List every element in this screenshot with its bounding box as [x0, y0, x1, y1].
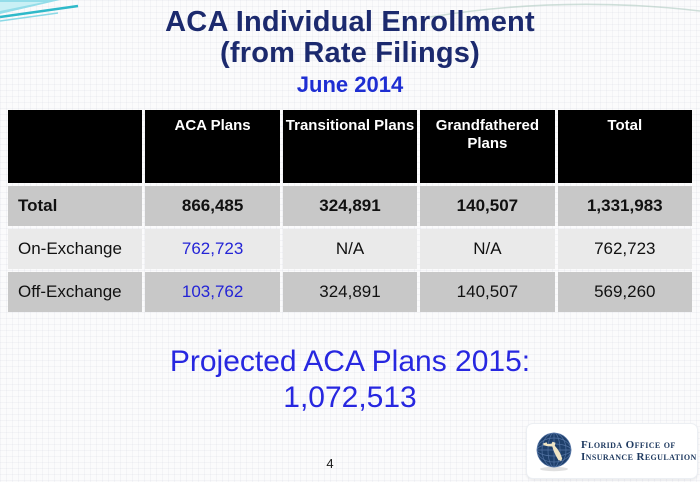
slide-subtitle-date: June 2014 — [296, 72, 404, 97]
globe-florida-icon — [534, 430, 574, 472]
enrollment-table — [8, 110, 692, 312]
page-number: 4 — [326, 456, 334, 471]
table-cell-onex-transitional: N/A — [283, 229, 417, 269]
slide-title-line1: ACA Individual Enrollment — [165, 6, 535, 38]
table-cell-offex-total: 569,260 — [558, 272, 692, 312]
table-cell-total-grandfathered: 140,507 — [420, 186, 554, 226]
logo-text-line2: Insurance Regulation — [581, 451, 697, 463]
table-cell-total-transitional: 324,891 — [283, 186, 417, 226]
table-cell-total-aca: 866,485 — [145, 186, 279, 226]
table-cell-total-total: 1,331,983 — [558, 186, 692, 226]
table-cell-offex-grandfathered: 140,507 — [420, 272, 554, 312]
table-cell-offex-aca: 103,762 — [145, 272, 279, 312]
table-cell-onex-aca: 762,723 — [145, 229, 279, 269]
table-cell-onex-total: 762,723 — [558, 229, 692, 269]
projected-line2: 1,072,513 — [283, 381, 417, 414]
table-row-label-off-exchange: Off-Exchange — [8, 272, 142, 312]
projected-line1: Projected ACA Plans 2015: — [169, 345, 531, 378]
logo-text-line1: Florida Office of — [581, 439, 676, 451]
table-header-blank — [8, 110, 142, 183]
table-header-total: Total — [558, 110, 692, 183]
projected-text-block — [0, 344, 700, 416]
table-header-transitional: Transitional Plans — [283, 110, 417, 183]
logo-text — [581, 439, 697, 463]
slide-title-line2: (from Rate Filings) — [220, 37, 480, 69]
table-header-grandfathered: Grandfathered Plans — [420, 110, 554, 183]
florida-oir-logo — [526, 423, 698, 479]
table-row-label-total: Total — [8, 186, 142, 226]
title-block — [0, 7, 700, 98]
table-header-aca-plans: ACA Plans — [145, 110, 279, 183]
table-cell-onex-grandfathered: N/A — [420, 229, 554, 269]
table-row-label-on-exchange: On-Exchange — [8, 229, 142, 269]
table-cell-offex-transitional: 324,891 — [283, 272, 417, 312]
